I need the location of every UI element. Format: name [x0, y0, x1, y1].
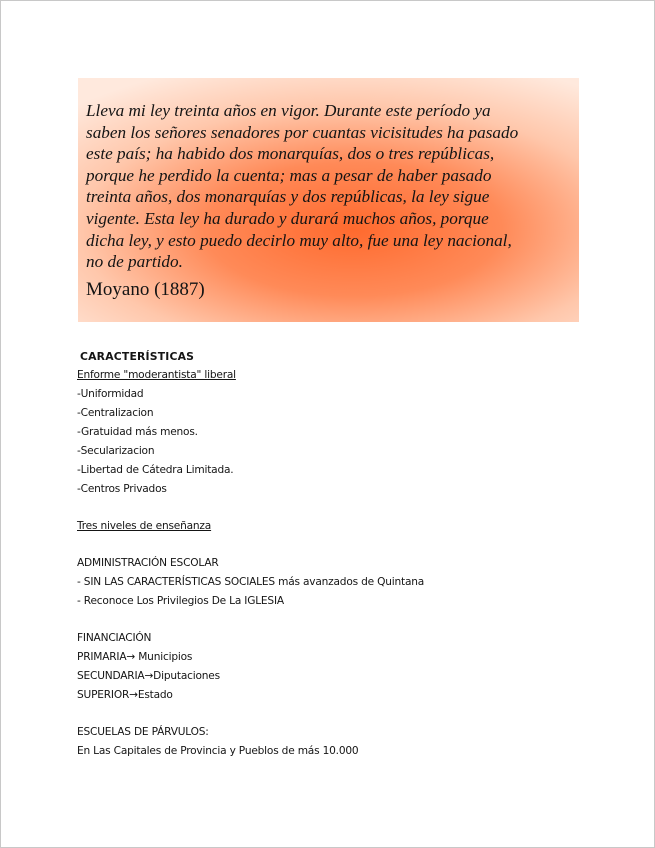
niveles-heading: Tres niveles de enseñanza [77, 520, 212, 532]
list-item: - SIN LAS CARACTERÍSTICAS SOCIALES más avanzados de Quintana [77, 576, 425, 588]
parvulos-text: En Las Capitales de Provincia y Pueblos de más 10.000 [77, 745, 359, 757]
document-body [77, 347, 617, 761]
parvulos-heading: ESCUELAS DE PÁRVULOS: [77, 726, 209, 738]
list-item: -Uniformidad [77, 388, 144, 400]
list-item: -Centros Privados [77, 483, 167, 495]
list-item: -Secularizacion [77, 445, 155, 457]
list-item: SUPERIOR→Estado [77, 689, 173, 701]
list-item: SECUNDARIA→Diputaciones [77, 670, 220, 682]
caracteristicas-heading: CARACTERÍSTICAS [80, 350, 195, 363]
quote-text: Lleva mi ley treinta años en vigor. Durante este período ya saben los señores senadores por cuantas vicisitudes ha pasado este país; ha habido dos monarquías, dos o tres repúblicas, porque he perdido la cuenta; mas a pesar de haber pasado treinta años, dos monarquías y dos repúblicas, la ley sigue vigente. Esta ley ha durado y durará muchos años, porque dicha ley, y esto puedo decirlo muy alto, fue una ley nacional, no de partido. [86, 101, 519, 272]
financiacion-heading: FINANCIACIÓN [77, 632, 152, 644]
list-item: - Reconoce Los Privilegios De La IGLESIA [77, 595, 284, 607]
caracteristicas-subheading: Enforme "moderantista" liberal [77, 369, 236, 381]
list-item: -Centralizacion [77, 407, 154, 419]
list-item: -Libertad de Cátedra Limitada. [77, 464, 234, 476]
quote-box [78, 78, 579, 322]
list-item: PRIMARIA→ Municipios [77, 651, 193, 663]
list-item: -Gratuidad más menos. [77, 426, 198, 438]
administracion-heading: ADMINISTRACIÓN ESCOLAR [77, 557, 219, 569]
quote-author: Moyano (1887) [86, 278, 205, 300]
